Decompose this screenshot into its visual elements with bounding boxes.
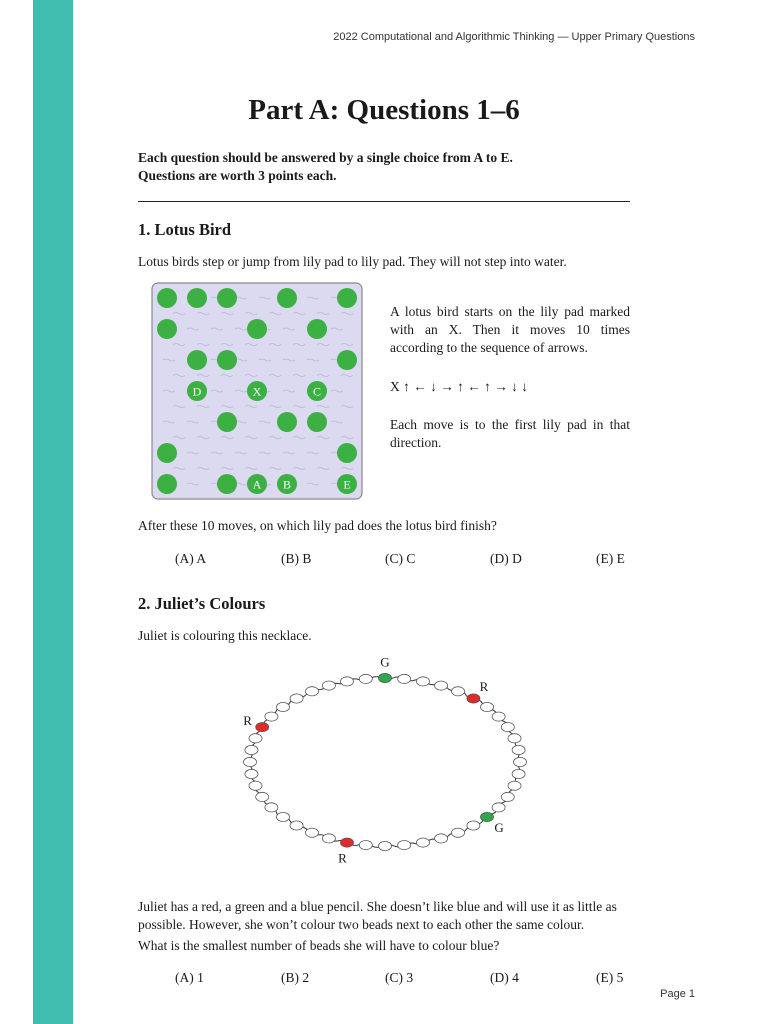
lily-pad bbox=[217, 412, 237, 432]
bead-red bbox=[341, 838, 354, 847]
bead bbox=[244, 757, 257, 766]
lily-pad bbox=[247, 319, 267, 339]
lily-pad bbox=[217, 350, 237, 370]
question2-para2: What is the smallest number of beads she will have to colour blue? bbox=[138, 938, 500, 953]
bead-label: G bbox=[380, 654, 390, 670]
arrow-sequence: X ↑ ← ↓ → ↑ ← ↑ → ↓ ↓ bbox=[390, 379, 528, 394]
bead bbox=[306, 828, 319, 837]
bead bbox=[492, 803, 505, 812]
lily-pad bbox=[157, 319, 177, 339]
bead-label: R bbox=[479, 678, 489, 694]
bead bbox=[290, 821, 303, 830]
choice-c[interactable]: (C) C bbox=[385, 551, 416, 566]
bead-label: G bbox=[494, 820, 504, 835]
bead bbox=[359, 841, 372, 850]
bead-red bbox=[467, 694, 480, 703]
choice-d[interactable]: (D) D bbox=[490, 551, 522, 566]
bead bbox=[245, 769, 258, 778]
bead bbox=[256, 792, 269, 801]
choice-e[interactable]: (E) E bbox=[596, 551, 625, 566]
bead bbox=[417, 838, 430, 847]
page-title: Part A: Questions 1–6 bbox=[248, 94, 520, 126]
lily-pad-label: C bbox=[312, 384, 322, 399]
lily-pad bbox=[217, 474, 237, 494]
lily-pad bbox=[307, 319, 327, 339]
bead bbox=[306, 687, 319, 696]
bead bbox=[514, 757, 527, 766]
question1-side-para2: Each move is to the first lily pad in that direction. bbox=[390, 417, 630, 450]
instructions-line: Questions are worth 3 points each. bbox=[138, 168, 337, 183]
bead bbox=[435, 834, 448, 843]
bead bbox=[501, 792, 514, 801]
lily-pad bbox=[187, 288, 207, 308]
bead bbox=[501, 723, 514, 732]
question2-para1: Juliet has a red, a green and a blue pencil. She doesn’t like blue and will use it as little as possible. However, she won’t colour two beads next to each other the same colour. bbox=[138, 899, 617, 932]
bead bbox=[290, 694, 303, 703]
question2-title: 2. Juliet’s Colours bbox=[138, 594, 266, 613]
question1-side-para1: A lotus bird starts on the lily pad marked with an X. Then it moves 10 times according to the sequence of arrows. bbox=[390, 304, 630, 355]
bead-green bbox=[481, 812, 494, 821]
bead bbox=[512, 769, 525, 778]
bead bbox=[245, 745, 258, 754]
lily-pad-label: E bbox=[343, 477, 351, 492]
choice-a[interactable]: (A) A bbox=[175, 551, 207, 566]
bead bbox=[512, 745, 525, 754]
lily-pad-label: X bbox=[252, 384, 262, 399]
lily-pad bbox=[337, 288, 357, 308]
bead-green bbox=[379, 673, 392, 682]
necklace-string bbox=[248, 677, 520, 848]
instructions-line: Each question should be answered by a single choice from A to E. bbox=[138, 150, 513, 165]
bead bbox=[508, 781, 521, 790]
question1-intro: Lotus birds step or jump from lily pad to lily pad. They will not step into water. bbox=[138, 254, 567, 269]
sidebar-stripe bbox=[33, 0, 73, 1024]
bead-label: R bbox=[338, 850, 347, 866]
choice-d[interactable]: (D) 4 bbox=[490, 970, 519, 985]
choice-a[interactable]: (A) 1 bbox=[175, 970, 204, 985]
bead-label: R bbox=[243, 713, 252, 728]
bead-red bbox=[256, 723, 269, 732]
lily-pad bbox=[217, 288, 237, 308]
lily-pad bbox=[157, 474, 177, 494]
bead bbox=[277, 702, 290, 711]
bead bbox=[481, 702, 494, 711]
bead bbox=[452, 687, 465, 696]
page-number: Page 1 bbox=[660, 988, 695, 1000]
bead bbox=[265, 712, 278, 721]
lily-pad bbox=[277, 412, 297, 432]
bead bbox=[249, 734, 262, 743]
bead bbox=[341, 677, 354, 686]
bead bbox=[398, 674, 411, 683]
instructions bbox=[138, 149, 630, 185]
choice-b[interactable]: (B) 2 bbox=[281, 970, 310, 985]
divider bbox=[138, 201, 630, 202]
lily-pad bbox=[187, 350, 207, 370]
bead bbox=[417, 677, 430, 686]
bead bbox=[508, 734, 521, 743]
lily-pad-label: A bbox=[252, 477, 262, 492]
lily-pad bbox=[157, 443, 177, 463]
bead bbox=[492, 712, 505, 721]
bead bbox=[398, 841, 411, 850]
bead bbox=[265, 803, 278, 812]
lily-pad bbox=[307, 412, 327, 432]
bead bbox=[322, 681, 335, 690]
choice-b[interactable]: (B) B bbox=[281, 551, 312, 566]
choice-e[interactable]: (E) 5 bbox=[596, 970, 624, 985]
question2-intro: Juliet is colouring this necklace. bbox=[138, 628, 312, 643]
bead bbox=[435, 681, 448, 690]
question1-title: 1. Lotus Bird bbox=[138, 220, 232, 239]
lily-pad bbox=[337, 350, 357, 370]
choice-c[interactable]: (C) 3 bbox=[385, 970, 414, 985]
bead bbox=[467, 821, 480, 830]
lily-pond-diagram bbox=[151, 282, 363, 500]
bead bbox=[359, 674, 372, 683]
lily-pad bbox=[337, 443, 357, 463]
question1-question: After these 10 moves, on which lily pad does the lotus bird finish? bbox=[138, 518, 497, 533]
header-text: 2022 Computational and Algorithmic Thinking — Upper Primary Questions bbox=[333, 31, 695, 43]
lily-pad bbox=[277, 288, 297, 308]
lily-pad bbox=[157, 288, 177, 308]
bead bbox=[322, 834, 335, 843]
bead bbox=[452, 828, 465, 837]
lily-pad-label: D bbox=[192, 384, 202, 399]
bead bbox=[249, 781, 262, 790]
bead bbox=[277, 812, 290, 821]
necklace-diagram bbox=[225, 652, 545, 882]
bead bbox=[379, 841, 392, 850]
lily-pad-label: B bbox=[282, 477, 292, 492]
